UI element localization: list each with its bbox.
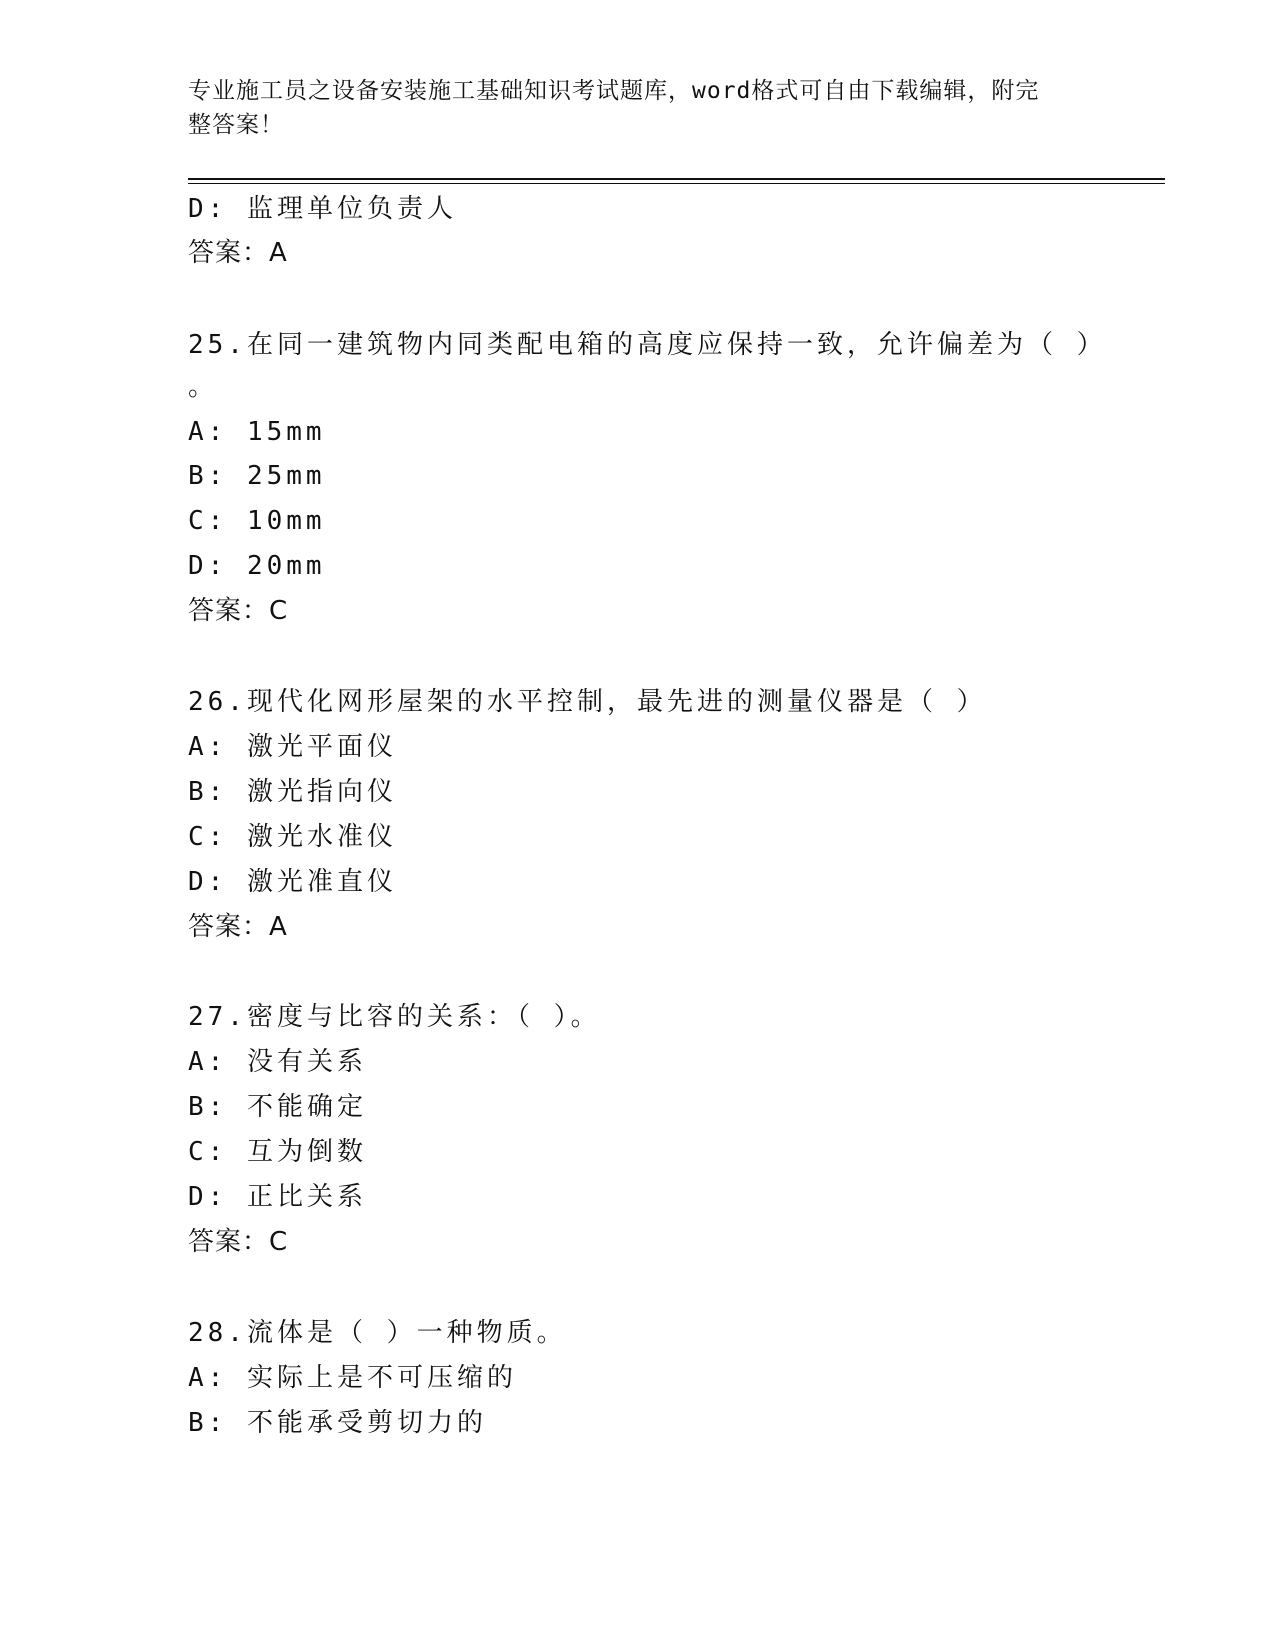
q28-option-b: B: 不能承受剪切力的: [188, 1408, 487, 1438]
q26-stem: 26.现代化网形屋架的水平控制，最先进的测量仪器是（ ）: [188, 687, 987, 717]
q25-stem: 25.在同一建筑物内同类配电箱的高度应保持一致，允许偏差为（ ）: [188, 330, 1107, 360]
q28-option-a: A: 实际上是不可压缩的: [188, 1363, 517, 1393]
q24-answer: 答案：A: [188, 238, 288, 268]
q27-option-a: A: 没有关系: [188, 1047, 367, 1077]
q24-option-d: D: 监理单位负责人: [188, 194, 457, 224]
q28-stem: 28.流体是（ ）一种物质。: [188, 1318, 567, 1348]
header-divider: [188, 178, 1165, 184]
q26-option-d: D: 激光准直仪: [188, 867, 397, 897]
header-line-2: 整答案！: [188, 112, 284, 138]
q25-option-c: C: 10mm: [188, 506, 326, 536]
q25-answer: 答案：C: [188, 596, 289, 626]
document-header: [188, 74, 1088, 142]
q25-option-d: D: 20mm: [188, 551, 326, 581]
q26-option-a: A: 激光平面仪: [188, 732, 397, 762]
q26-answer: 答案：A: [188, 912, 288, 942]
q26-option-b: B: 激光指向仪: [188, 777, 397, 807]
q27-stem: 27.密度与比容的关系：（ ）。: [188, 1002, 601, 1032]
q27-option-b: B: 不能确定: [188, 1092, 367, 1122]
q27-option-c: C: 互为倒数: [188, 1137, 367, 1167]
q26-option-c: C: 激光水准仪: [188, 822, 397, 852]
q27-option-d: D: 正比关系: [188, 1182, 367, 1212]
q27-answer: 答案：C: [188, 1227, 289, 1257]
header-line-1: 专业施工员之设备安装施工基础知识考试题库，word格式可自由下载编辑，附完: [188, 78, 1040, 104]
q25-stem-continuation: 。: [188, 372, 219, 402]
q25-option-a: A: 15mm: [188, 417, 326, 447]
q25-option-b: B: 25mm: [188, 461, 326, 491]
